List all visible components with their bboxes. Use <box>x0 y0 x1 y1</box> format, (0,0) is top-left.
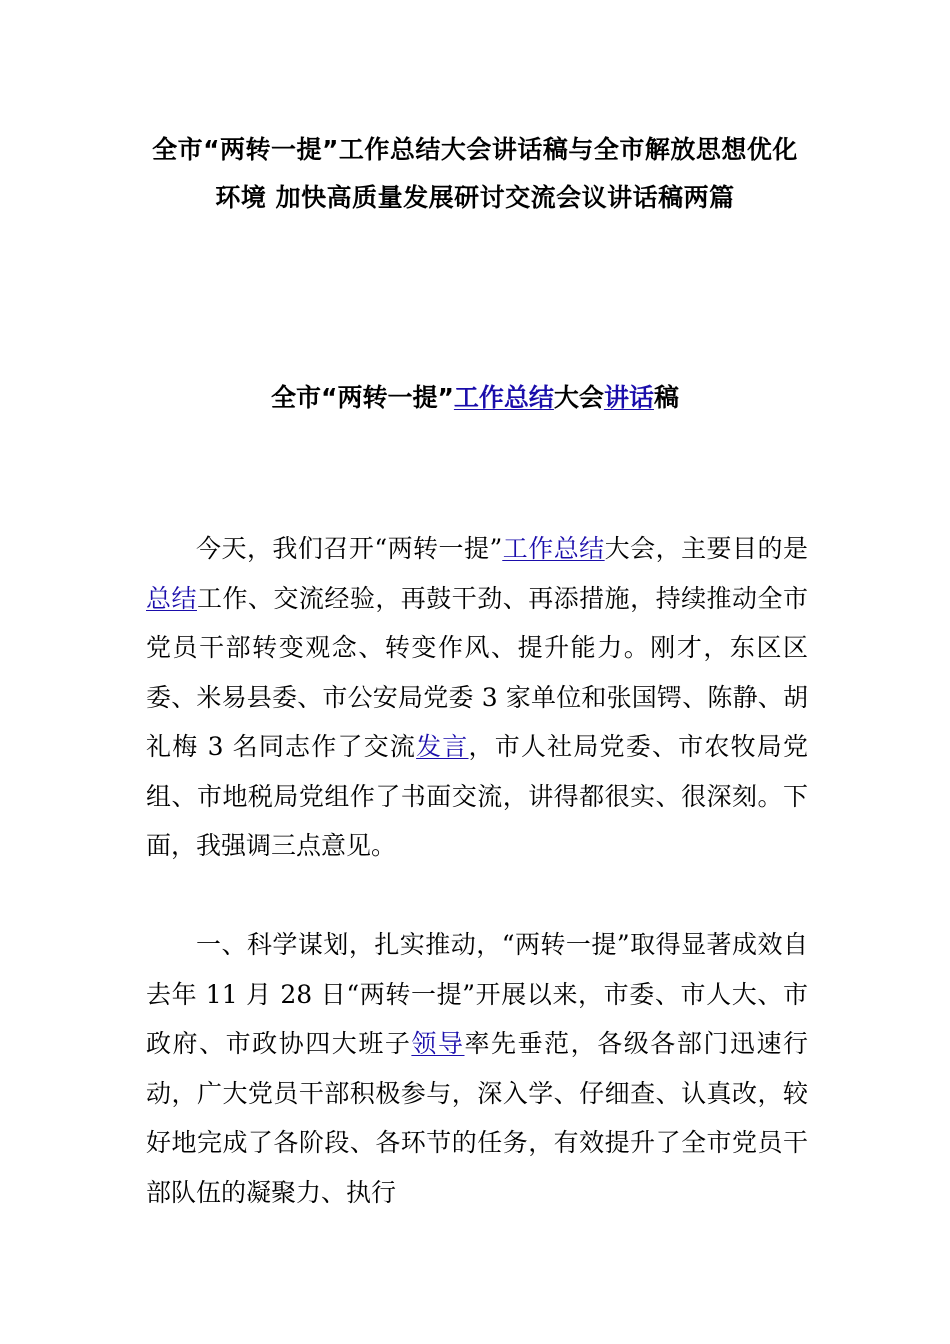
heading-text: 全市“两转一提” <box>271 383 454 412</box>
paragraph-text: 工作、交流经验，再鼓干劲、再添措施，持续推动全市党员干部转变观念、转变作风、提升能力。刚才，东区区委、米易县委、市公安局党委 3 家单位和张国锷、陈静、胡礼梅 3 名同志作了交流 <box>146 583 808 761</box>
paragraph-text: ，市人社局党委、市农牧局党组、市地税局党组作了书面交流，讲得都很实、很深刻。下面，我强调三点意见。 <box>146 732 808 860</box>
heading-text: 稿 <box>653 383 679 412</box>
paragraph-text: 今天，我们召开“两转一提” <box>196 534 503 563</box>
heading-link-work-summary[interactable]: 工作总结 <box>453 383 554 412</box>
heading-link-speech[interactable]: 讲话 <box>603 383 654 412</box>
body-paragraph-1 <box>146 524 808 871</box>
body-paragraph-2 <box>146 920 808 1217</box>
document-title: 全市“两转一提”工作总结大会讲话稿与全市解放思想优化环境 加快高质量发展研讨交流会议讲话稿两篇 <box>152 135 798 212</box>
paragraph-text: 大会，主要目的是 <box>604 534 808 563</box>
link-speech[interactable]: 发言 <box>416 732 469 761</box>
paragraph-text: 一、科学谋划，扎实推动，“两转一提”取得显著成效自去年 11 月 28 日“两转一提”开展以来，市委、市人大、市政府、市政协四大班子 <box>146 930 808 1058</box>
link-work-summary[interactable]: 工作总结 <box>502 534 605 563</box>
heading-text: 大会 <box>553 383 604 412</box>
paragraph-text: 率先垂范，各级各部门迅速行动，广大党员干部积极参与，深入学、仔细查、认真改，较好地完成了各阶段、各环节的任务，有效提升了全市党员干部队伍的凝聚力、执行 <box>146 1029 808 1207</box>
section-heading <box>140 374 810 422</box>
link-leadership[interactable]: 领导 <box>411 1029 465 1058</box>
link-summary[interactable]: 总结 <box>146 583 197 613</box>
